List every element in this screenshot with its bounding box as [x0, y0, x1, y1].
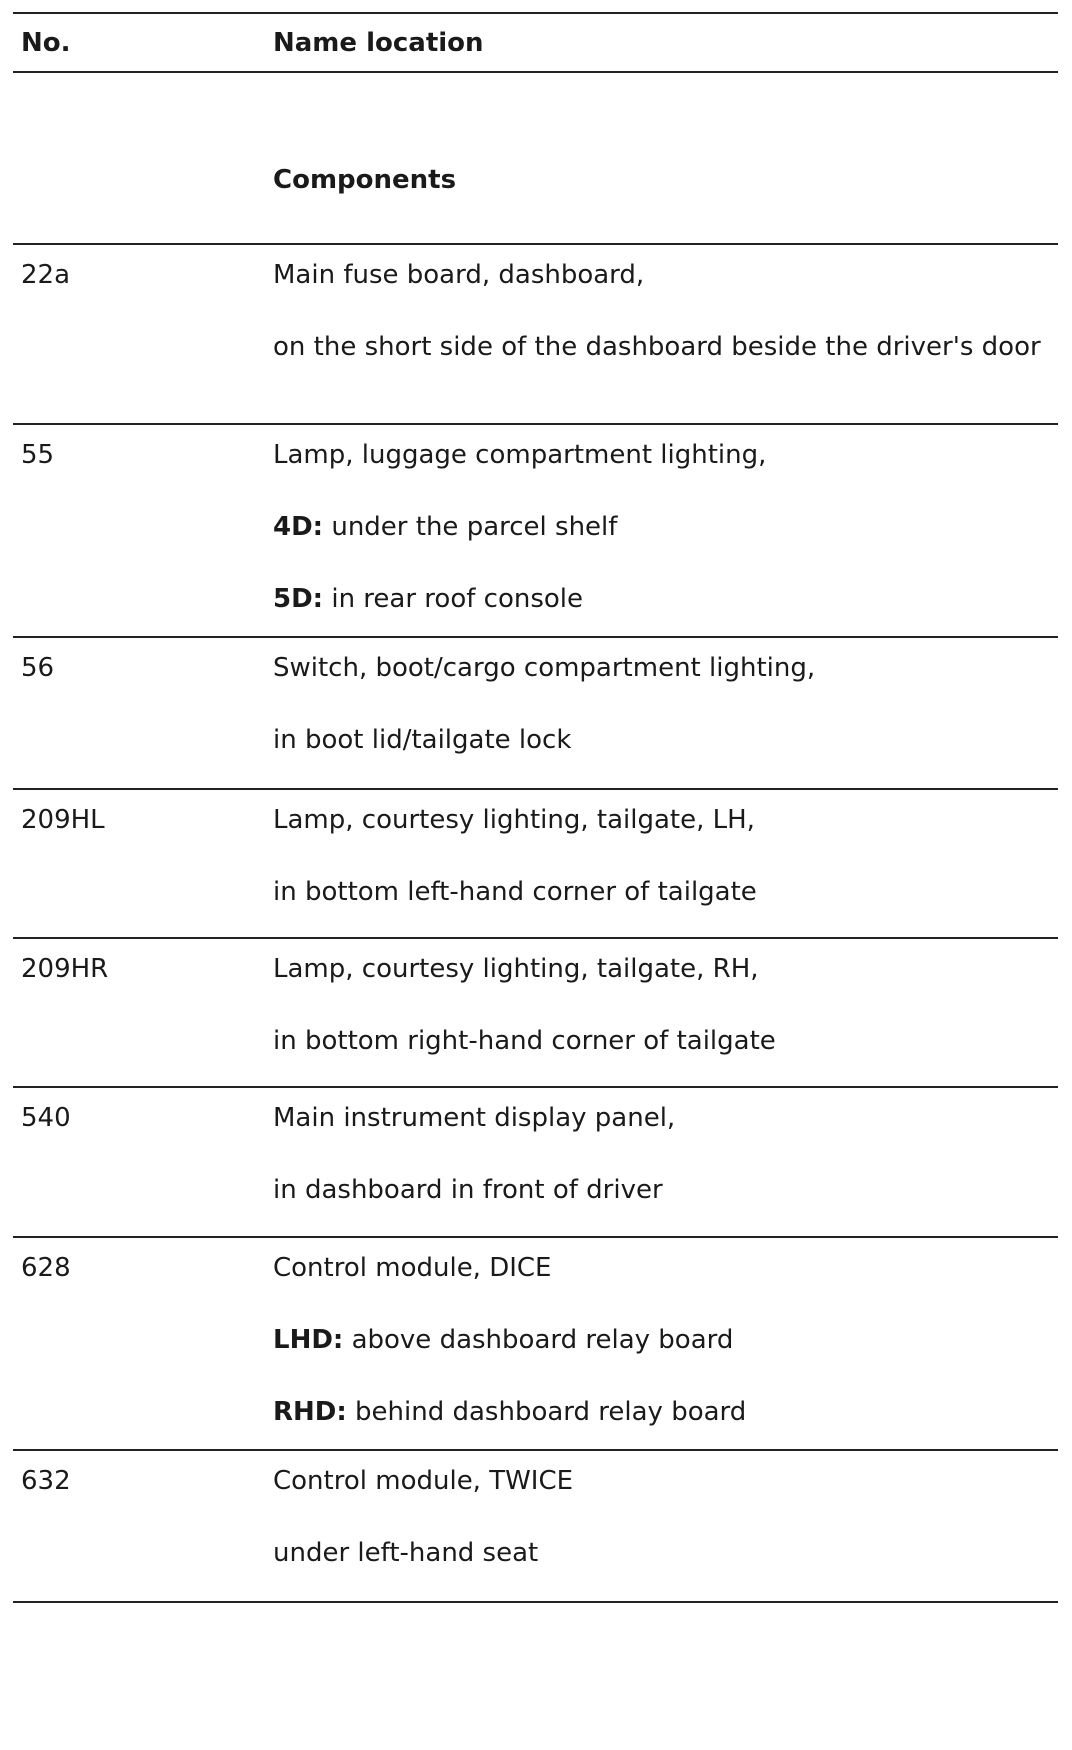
row-line-prefix: LHD: — [273, 1325, 344, 1355]
row-name-location — [273, 638, 1058, 788]
header-name-location: Name location — [273, 27, 484, 58]
row-line — [273, 331, 1048, 364]
row-line-text: Lamp, luggage compartment lighting, — [273, 440, 767, 470]
row-name-location — [273, 1088, 1058, 1236]
row-line-text: behind dashboard relay board — [346, 1397, 747, 1427]
table-row — [13, 1088, 1058, 1236]
row-line-prefix: 5D: — [273, 584, 324, 614]
row-number: 22a — [21, 260, 71, 290]
row-line — [273, 1465, 1048, 1498]
row-line-prefix: 4D: — [273, 512, 324, 542]
row-line-prefix: RHD: — [273, 1397, 347, 1427]
row-number: 56 — [21, 653, 55, 683]
component-table — [13, 12, 1058, 1603]
table-body — [13, 243, 1058, 1603]
row-line — [273, 1396, 1048, 1429]
table-row — [13, 245, 1058, 423]
row-line — [273, 804, 1048, 837]
row-number: 540 — [21, 1103, 71, 1133]
table-header — [13, 14, 1058, 71]
row-line — [273, 511, 1048, 544]
row-line — [273, 1252, 1048, 1285]
row-line-text: Main fuse board, dashboard, — [273, 260, 645, 290]
row-line — [273, 876, 1048, 909]
row-name-location — [273, 1451, 1058, 1601]
row-line — [273, 724, 1048, 757]
row-number: 632 — [21, 1466, 71, 1496]
row-line-text: under the parcel shelf — [323, 512, 618, 542]
row-number: 55 — [21, 440, 55, 470]
row-line — [273, 1324, 1048, 1357]
table-bottom-rule — [13, 1601, 1058, 1603]
row-line — [273, 1537, 1048, 1570]
row-line — [273, 1174, 1048, 1207]
row-line-text: Control module, TWICE — [273, 1466, 574, 1496]
row-line-text: in boot lid/tailgate lock — [273, 725, 572, 755]
table-row — [13, 425, 1058, 636]
row-line-text: in dashboard in front of driver — [273, 1175, 663, 1205]
row-number: 628 — [21, 1253, 71, 1283]
table-row — [13, 790, 1058, 937]
row-line-text: Lamp, courtesy lighting, tailgate, LH, — [273, 805, 755, 835]
row-line-text: under left-hand seat — [273, 1538, 539, 1568]
row-line-text: in bottom right-hand corner of tailgate — [273, 1026, 776, 1056]
row-name-location — [273, 1238, 1058, 1449]
section-row — [13, 73, 1058, 243]
row-line-text: Control module, DICE — [273, 1253, 552, 1283]
row-line — [273, 583, 1048, 616]
table-row — [13, 1451, 1058, 1601]
row-name-location — [273, 425, 1058, 636]
row-line — [273, 439, 1048, 472]
row-line-text: in bottom left-hand corner of tailgate — [273, 877, 757, 907]
row-line-text: above dashboard relay board — [343, 1325, 734, 1355]
row-line-text: on the short side of the dashboard beside the driver's door — [273, 332, 1041, 362]
row-line-text: Switch, boot/cargo compartment lighting, — [273, 653, 816, 683]
row-line-text: Main instrument display panel, — [273, 1103, 676, 1133]
row-line-text: in rear roof console — [323, 584, 584, 614]
row-line — [273, 259, 1048, 292]
table-row — [13, 1238, 1058, 1449]
row-name-location — [273, 939, 1058, 1086]
row-line — [273, 1025, 1048, 1058]
header-no: No. — [21, 27, 71, 58]
row-line — [273, 1102, 1048, 1135]
row-line — [273, 953, 1048, 986]
table-row — [13, 939, 1058, 1086]
table-row — [13, 638, 1058, 788]
row-name-location — [273, 790, 1058, 937]
row-number: 209HR — [21, 954, 109, 984]
row-line — [273, 652, 1048, 685]
row-number: 209HL — [21, 805, 105, 835]
row-name-location — [273, 245, 1058, 423]
section-title: Components — [273, 165, 457, 195]
row-line-text: Lamp, courtesy lighting, tailgate, RH, — [273, 954, 759, 984]
